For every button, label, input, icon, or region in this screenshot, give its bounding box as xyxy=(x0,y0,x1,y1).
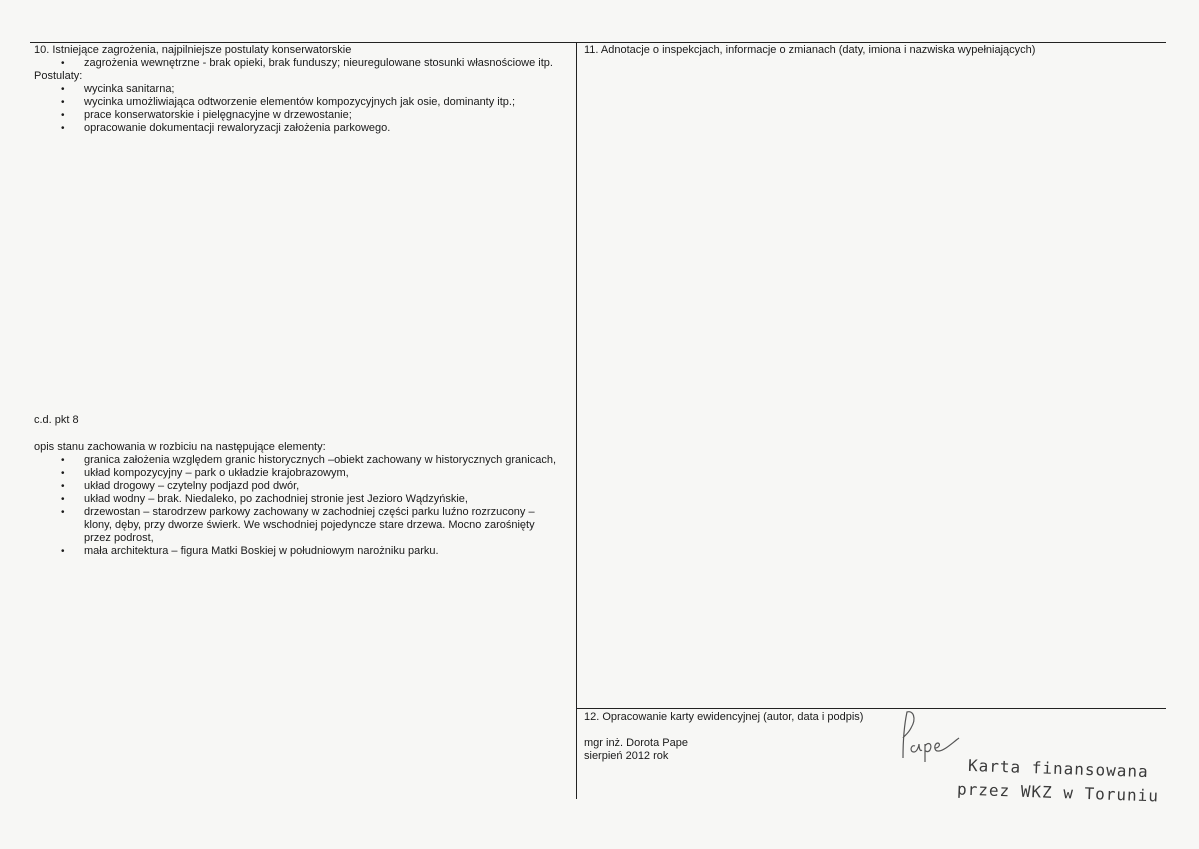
condition-description xyxy=(34,441,564,558)
signature-image xyxy=(895,708,965,763)
list-item: • zagrożenia wewnętrzne - brak opieki, brak funduszy; nieuregulowane stosunki własnościowe itp. xyxy=(34,57,564,70)
postulates-list xyxy=(34,83,564,135)
condition-list xyxy=(34,454,564,558)
list-item: • drzewostan – starodrzew parkowy zachowany w zachodniej części parku luźno rozrzucony – klony, dęby, przy dworze świerk. We wschodniej pojedyncze stare drzewa. Mocno zarośnięty przez podrost, xyxy=(34,506,564,545)
list-item: • układ kompozycyjny – park o układzie krajobrazowym, xyxy=(34,467,564,480)
list-item: • układ drogowy – czytelny podjazd pod dwór, xyxy=(34,480,564,493)
funding-stamp-line-1: Karta finansowana xyxy=(967,755,1150,782)
section-12-title: 12. Opracowanie karty ewidencyjnej (autor, data i podpis) xyxy=(584,711,864,723)
threats-list xyxy=(34,57,564,70)
list-item: • opracowanie dokumentacji rewaloryzacji założenia parkowego. xyxy=(34,122,564,135)
continuation-label: c.d. pkt 8 xyxy=(34,414,79,426)
list-item: • mała architektura – figura Matki Boskiej w południowym narożniku parku. xyxy=(34,545,564,558)
list-item: • wycinka umożliwiająca odtworzenie elementów kompozycyjnych jak osie, dominanty itp.; xyxy=(34,96,564,109)
section-10-title: 10. Istniejące zagrożenia, najpilniejsze postulaty konserwatorskie xyxy=(34,44,352,56)
list-item: • granica założenia względem granic historycznych –obiekt zachowany w historycznych granicach, xyxy=(34,454,564,467)
condition-intro: opis stanu zachowania w rozbiciu na następujące elementy: xyxy=(34,441,326,453)
list-item: • układ wodny – brak. Niedaleko, po zachodniej stronie jest Jezioro Wądzyńskie, xyxy=(34,493,564,506)
section12-rule xyxy=(576,708,1166,709)
preparation-date: sierpień 2012 rok xyxy=(584,750,669,762)
funding-stamp-line-2: przez WKZ w Toruniu xyxy=(956,779,1160,806)
list-item: • wycinka sanitarna; xyxy=(34,83,564,96)
section-11-title: 11. Adnotacje o inspekcjach, informacje o zmianach (daty, imiona i nazwiska wypełniających) xyxy=(584,44,1036,56)
section-10 xyxy=(34,44,564,135)
postulates-label: Postulaty: xyxy=(34,70,83,82)
top-rule xyxy=(30,42,1166,43)
column-divider xyxy=(576,42,577,799)
list-item: • prace konserwatorskie i pielęgnacyjne w drzewostanie; xyxy=(34,109,564,122)
author-name: mgr inż. Dorota Pape xyxy=(584,737,688,749)
